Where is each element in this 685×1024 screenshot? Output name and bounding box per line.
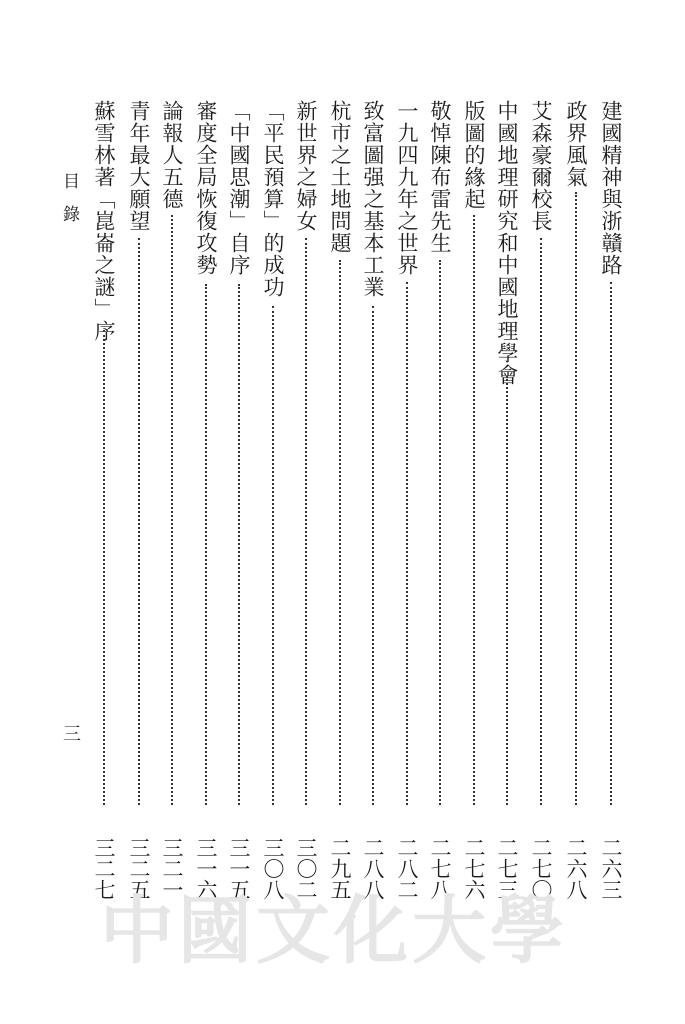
entry-title: 建國精神與浙贛路 [599,100,623,276]
entry-page: 二七〇 [529,837,553,900]
dot-leader [610,282,612,805]
entry-title: 杭市之土地問題 [328,100,352,254]
toc-entry [425,100,455,900]
entry-page: 三一五 [227,837,251,900]
entry-title: 一九四九年之世界 [395,100,419,276]
toc-entry [358,100,388,900]
entry-title: 艾森豪爾校長 [529,100,553,232]
toc-entry [492,100,522,900]
dot-leader [138,238,140,805]
toc-entry [191,100,221,900]
entry-page: 二八二 [395,837,419,900]
entry-title: 「中國思潮」自序 [227,100,251,276]
entry-page: 三二一 [160,837,184,900]
entry-title: 版圖的緣起 [462,100,486,210]
watermark: 中國文化大學 [100,888,568,974]
entry-title: 敬悼陳布雷先生 [428,100,452,254]
dot-leader [272,306,274,805]
toc-entry [325,100,355,900]
toc-entry [89,100,119,900]
dot-leader [339,260,341,805]
toc-entry [526,100,556,900]
entry-title: 新世界之婦女 [294,100,318,232]
entry-page: 三二七 [92,837,116,900]
dot-leader [205,284,207,805]
page-number: 三 [60,724,81,742]
toc-entry [392,100,422,900]
dot-leader [540,238,542,805]
toc-entry [459,100,489,900]
dot-leader [406,282,408,805]
dot-leader [372,306,374,805]
toc-entry [124,100,154,900]
entry-page: 二八八 [361,837,385,900]
entry-page: 三〇二 [294,837,318,900]
entry-title: 審度全局恢復攻勢 [194,100,218,276]
entry-page: 二七六 [462,837,486,900]
entry-title: 致富圖强之基本工業 [361,100,385,298]
entry-page: 二六八 [564,837,588,900]
entry-title: 論報人五德 [160,100,184,210]
toc-entry [224,100,254,900]
dot-leader [305,238,307,805]
dot-leader [238,284,240,805]
toc-entry [157,100,187,900]
dot-leader [439,260,441,805]
entry-title: 「平民預算」的成功 [261,100,285,298]
entry-page: 三二五 [127,837,151,900]
entry-page: 三一六 [194,837,218,900]
toc-entry [258,100,288,900]
entry-page: 三〇八 [261,837,285,900]
dot-leader [473,215,475,805]
toc-entry [596,100,626,900]
entry-page: 二九五 [328,837,352,900]
entry-page: 二七八 [428,837,452,900]
entry-title: 中國地理研究和中國地理學會 [495,100,519,386]
entry-title: 青年最大願望 [127,100,151,232]
dot-leader [103,330,105,805]
toc-entry [291,100,321,900]
dot-leader [171,215,173,805]
dot-leader [506,376,508,805]
entry-title: 蘇雪林著「崑崙之謎」序 [92,100,116,342]
toc-entry [561,100,591,900]
entry-page: 二七三 [495,837,519,900]
entry-page: 二六三 [599,837,623,900]
entry-title: 政界風氣 [564,100,588,188]
running-header: 目錄 [59,172,79,238]
dot-leader [575,192,577,805]
